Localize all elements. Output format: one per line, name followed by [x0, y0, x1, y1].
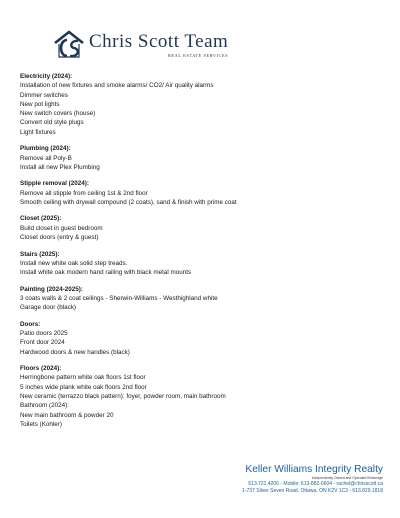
address-line: 1-737 Silver Seven Road, Ottawa, ON K2V 1C3 - 613.829.1818	[242, 488, 383, 494]
list-item: Toilets (Kohler)	[20, 420, 62, 428]
list-item: Garage door (black)	[20, 304, 76, 312]
list-item: Front door 2024	[20, 339, 65, 347]
brand-logo	[53, 30, 228, 60]
section-floors	[20, 364, 388, 429]
section-title: Stairs (2025):	[20, 250, 60, 258]
brokerage-subtitle: Independently Owned and Operated Brokerage	[311, 476, 383, 480]
list-item: 3 coats walls & 2 coat ceilings - Sherwin-Williams - Westhighland white	[20, 294, 218, 302]
list-item: Closet doors (entry & guest)	[20, 234, 99, 242]
section-title: Painting (2024-2025):	[20, 285, 83, 293]
section-title: Floors (2024):	[20, 365, 62, 373]
brokerage-name: Keller Williams Integrity Realty	[245, 464, 383, 475]
list-item: New main bathroom & powder 20	[20, 411, 114, 419]
list-item: 5 inches wide plank white oak floors 2nd floor	[20, 383, 147, 391]
list-item: Patio doors 2025	[20, 329, 68, 337]
brand-name: Chris Scott Team	[89, 31, 229, 52]
section-title: Doors:	[20, 320, 41, 328]
list-item: Remove all stipple from ceiling 1st & 2nd floor	[20, 189, 148, 197]
section-title: Stipple removal (2024):	[20, 180, 89, 188]
upgrades-list	[20, 72, 388, 436]
list-item: Install new white oak solid step treads.	[20, 259, 128, 267]
section-stairs	[20, 250, 388, 278]
list-item: Smooth ceiling with drywall compound (2 coats), sand & finish with prime coat	[20, 198, 237, 206]
brokerage-footer	[242, 464, 383, 495]
list-item: Light fixtures	[20, 128, 56, 136]
contact-line: 613.721.4206 - Mobile: 613-882-6604 - rachel@chrisscott.ca	[248, 481, 383, 487]
section-painting	[20, 285, 388, 313]
list-item: New switch covers (house)	[20, 110, 96, 118]
section-electricity	[20, 72, 388, 137]
section-title: Electricity (2024):	[20, 73, 73, 80]
list-item: Build closet in guest bedroom	[20, 224, 103, 232]
section-title: Plumbing (2024):	[20, 145, 71, 153]
brand-tagline: REAL ESTATE SERVICES	[167, 53, 229, 58]
section-doors	[20, 320, 388, 357]
house-cs-monogram-icon	[53, 30, 85, 60]
list-item: Dimmer switches	[20, 91, 68, 99]
list-item: Bathroom (2024):	[20, 402, 70, 410]
section-plumbing	[20, 144, 388, 172]
section-stipple-removal	[20, 179, 388, 207]
list-item: New ceramic (terrazzo black pattern): foyer, powder room, main bathroom	[20, 392, 226, 400]
list-item: Convert old style plugs	[20, 119, 84, 127]
list-item: Install all new Plex Plumbing	[20, 163, 100, 171]
list-item: Install white oak modern hand railing with black metal mounts	[20, 269, 192, 277]
list-item: Remove all Poly-B	[20, 154, 72, 162]
list-item: New pot lights	[20, 100, 60, 108]
section-closet	[20, 214, 388, 242]
section-title: Closet (2025):	[20, 215, 62, 223]
list-item: Hardwood doors & new handles (black)	[20, 348, 130, 356]
list-item: Herringbone pattern white oak floors 1st floor	[20, 374, 146, 382]
list-item: Installation of new fixtures and smoke alarms/ CO2/ Air quality alarms	[20, 82, 214, 90]
